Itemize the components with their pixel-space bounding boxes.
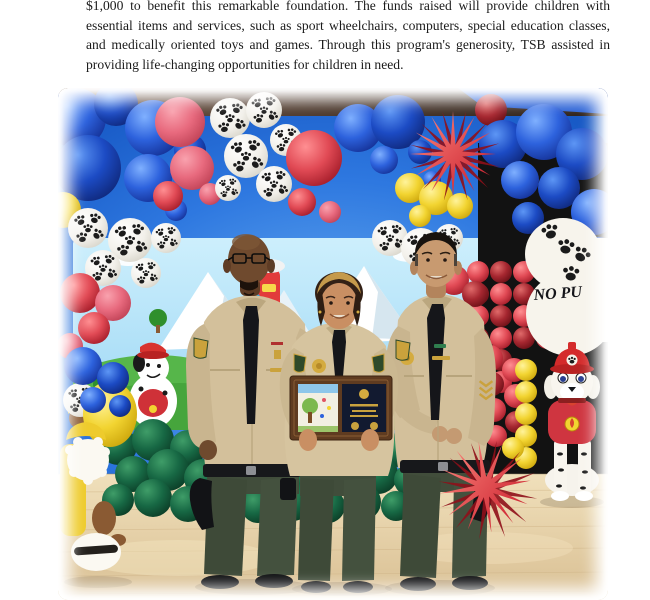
shoulder-patch — [396, 340, 410, 360]
sign-text: NO PU — [533, 283, 583, 304]
shoulder-patch — [372, 354, 384, 372]
star-badge — [312, 359, 326, 373]
shoulder-patch — [294, 354, 306, 372]
green-pin — [434, 344, 446, 348]
name-plate — [432, 356, 450, 360]
event-photo — [58, 88, 608, 600]
no-pups-sign — [525, 218, 608, 356]
body-paragraph: $1,000 to benefit this remarkable foundation. The funds raised will provide children with essential items and services, such as sport wheelchairs, computers, special education classes, and medically oriented toys and games. Through this program's generosity, TSB assisted in providing life-changing opportunities for children in need. — [86, 0, 610, 72]
balloon-cluster-red-mid — [286, 130, 342, 223]
shoulder-patch — [194, 338, 208, 358]
